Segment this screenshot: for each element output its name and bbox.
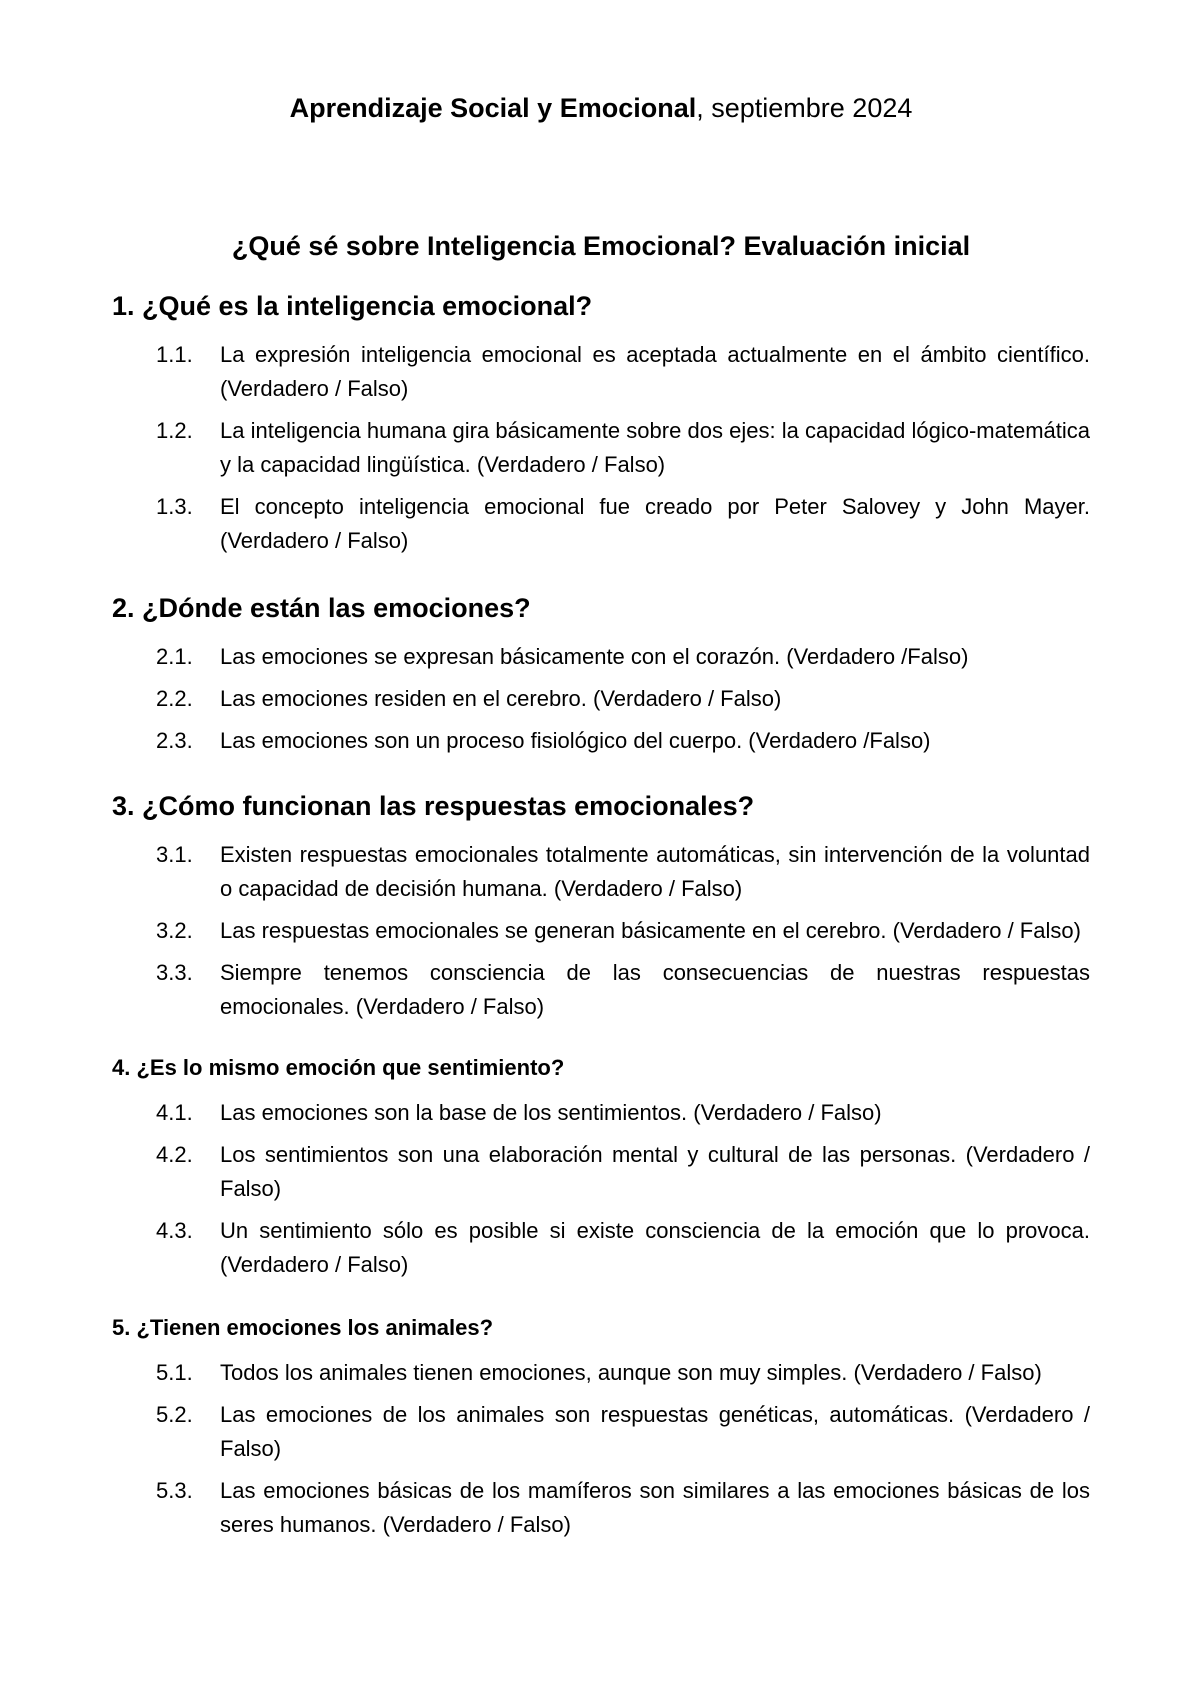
question-item [112,838,1090,906]
question-item [112,490,1090,558]
header-course-name: Aprendizaje Social y Emocional [289,93,697,123]
question-number: 5.3. [156,1478,193,1503]
question-number: 4.1. [156,1100,193,1125]
question-item [112,414,1090,482]
question-number: 5.1. [156,1360,193,1385]
question-item [112,338,1090,406]
question-number: 1.3. [156,494,193,519]
question-list-5 [112,1356,1090,1542]
question-text: La inteligencia humana gira básicamente sobre dos ejes: la capacidad lógico-matemática y la capacidad lingüística. (Verdadero / Falso) [220,418,1090,477]
question-item [112,1474,1090,1542]
question-item [112,1398,1090,1466]
question-item [112,682,1090,716]
question-number: 3.1. [156,842,193,867]
question-text: Existen respuestas emocionales totalmente automáticas, sin intervención de la voluntad o capacidad de decisión humana. (Verdadero / Falso) [220,842,1090,901]
question-text: Las emociones residen en el cerebro. (Verdadero / Falso) [220,686,782,711]
question-item [112,1138,1090,1206]
question-text: Las emociones son un proceso fisiológico del cuerpo. (Verdadero /Falso) [220,728,931,753]
question-list-2 [112,640,1090,758]
question-item [112,1214,1090,1282]
question-text: El concepto inteligencia emocional fue creado por Peter Salovey y John Mayer. (Verdadero / Falso) [220,494,1090,553]
question-text: Las respuestas emocionales se generan básicamente en el cerebro. (Verdadero / Falso) [220,918,1081,943]
question-number: 1.1. [156,342,193,367]
question-text: Las emociones básicas de los mamíferos son similares a las emociones básicas de los seres humanos. (Verdadero / Falso) [220,1478,1090,1537]
question-item [112,1356,1090,1390]
question-number: 2.2. [156,686,193,711]
question-number: 4.3. [156,1218,193,1243]
question-text: Siempre tenemos consciencia de las consecuencias de nuestras respuestas emocionales. (Verdadero / Falso) [220,960,1090,1019]
question-text: Todos los animales tienen emociones, aunque son muy simples. (Verdadero / Falso) [220,1360,1042,1385]
question-item [112,1096,1090,1130]
question-list-3 [112,838,1090,1024]
question-text: Un sentimiento sólo es posible si existe consciencia de la emoción que lo provoca. (Verdadero / Falso) [220,1218,1090,1277]
question-text: Los sentimientos son una elaboración mental y cultural de las personas. (Verdadero / Falso) [220,1142,1090,1201]
question-item [112,640,1090,674]
section-heading-4: 4. ¿Es lo mismo emoción que sentimiento? [112,1055,565,1080]
question-number: 2.1. [156,644,193,669]
section-heading-1: 1. ¿Qué es la inteligencia emocional? [112,291,593,321]
question-text: Las emociones se expresan básicamente con el corazón. (Verdadero /Falso) [220,644,969,669]
question-list-1 [112,338,1090,558]
question-number: 3.3. [156,960,193,985]
question-number: 2.3. [156,728,193,753]
question-number: 1.2. [156,418,193,443]
question-number: 4.2. [156,1142,193,1167]
question-item [112,914,1090,948]
question-list-4 [112,1096,1090,1282]
page-title: ¿Qué sé sobre Inteligencia Emocional? Evaluación inicial [231,231,971,261]
question-item [112,956,1090,1024]
question-number: 3.2. [156,918,193,943]
question-number: 5.2. [156,1402,193,1427]
section-heading-5: 5. ¿Tienen emociones los animales? [112,1315,494,1340]
question-text: Las emociones son la base de los sentimientos. (Verdadero / Falso) [220,1100,882,1125]
header-date: , septiembre 2024 [696,93,913,123]
section-heading-3: 3. ¿Cómo funcionan las respuestas emocionales? [112,791,755,821]
section-heading-2: 2. ¿Dónde están las emociones? [112,593,531,623]
question-item [112,724,1090,758]
question-text: Las emociones de los animales son respuestas genéticas, automáticas. (Verdadero / Falso) [220,1402,1090,1461]
question-text: La expresión inteligencia emocional es aceptada actualmente en el ámbito científico. (Verdadero / Falso) [220,342,1090,401]
document-header [112,88,1090,128]
